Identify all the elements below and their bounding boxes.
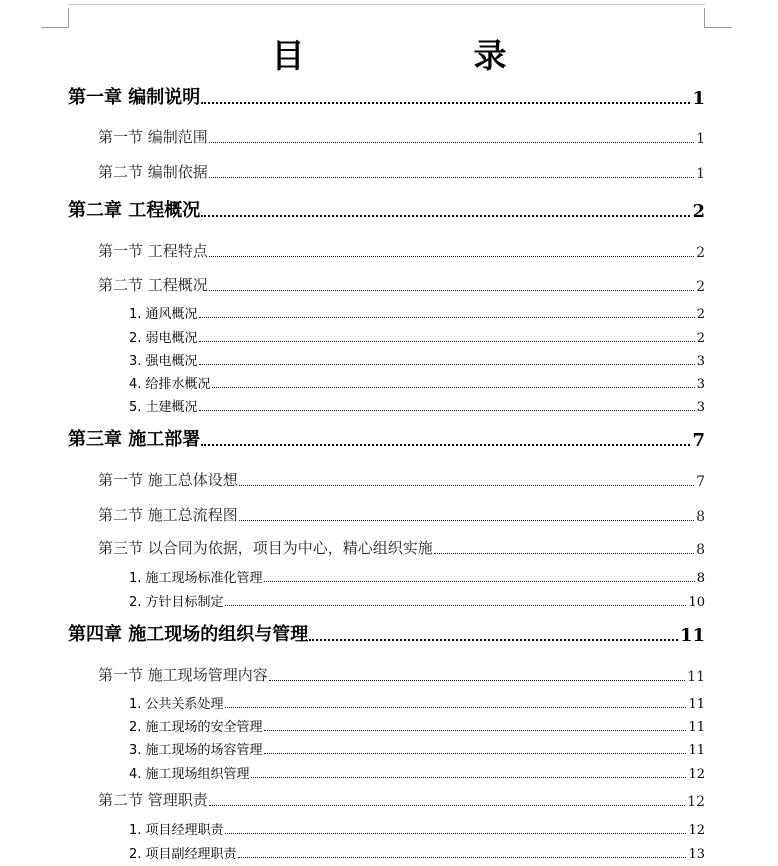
toc-chapter-page-number: 11 (679, 625, 705, 646)
toc-section-label: 第二节 施工总流程图 (98, 506, 238, 524)
dot-leader (269, 679, 685, 681)
toc-item-label: 2. 方针目标制定 (129, 595, 224, 610)
dot-leader (199, 340, 695, 342)
toc-section-page-number: 7 (696, 474, 705, 490)
toc-item-page-number: 2 (696, 331, 705, 346)
toc-item[interactable] (68, 845, 705, 862)
toc-section-page-number: 2 (696, 245, 705, 261)
dot-leader (209, 141, 694, 143)
toc-section-page-number: 1 (696, 131, 705, 147)
toc-item[interactable] (68, 569, 705, 586)
dot-leader (212, 386, 695, 388)
dot-leader (199, 409, 695, 411)
toc-section-label: 第二节 管理职责 (98, 791, 208, 809)
toc-chapter-page-number: 7 (692, 430, 705, 451)
toc-chapter-label: 第二章 工程概况 (68, 200, 201, 221)
toc-section[interactable] (68, 666, 705, 685)
toc-item-label: 4. 给排水概况 (129, 377, 211, 392)
toc-chapter[interactable] (68, 87, 705, 109)
toc-item-page-number: 10 (688, 595, 705, 610)
toc-item-page-number: 8 (696, 571, 705, 586)
dot-leader (209, 289, 694, 291)
toc-section[interactable] (68, 791, 705, 810)
crop-mark-top-left-horizontal (41, 27, 69, 28)
toc-section-page-number: 1 (696, 166, 705, 182)
toc-item-page-number: 13 (688, 847, 705, 862)
dot-leader (309, 638, 678, 641)
toc-chapter[interactable] (68, 200, 705, 222)
dot-leader (201, 443, 690, 446)
dot-leader (225, 604, 687, 606)
toc-item-page-number: 11 (688, 720, 705, 735)
toc-section-label: 第二节 编制依据 (98, 163, 208, 181)
toc-section-page-number: 2 (696, 279, 705, 295)
toc-item-label: 2. 项目副经理职责 (129, 847, 237, 862)
dot-leader (264, 729, 687, 731)
toc-chapter-page-number: 2 (692, 201, 705, 222)
page-top-edge (68, 4, 705, 5)
dot-leader (209, 176, 694, 178)
toc-item-page-number: 3 (696, 400, 705, 415)
dot-leader (239, 484, 694, 486)
toc-item-page-number: 12 (688, 767, 705, 782)
toc-section-page-number: 8 (696, 542, 705, 558)
toc-item[interactable] (68, 352, 705, 369)
toc-item[interactable] (68, 593, 705, 610)
crop-mark-top-left (68, 8, 69, 28)
toc-item-label: 1. 公共关系处理 (129, 697, 224, 712)
toc-section[interactable] (68, 276, 705, 295)
toc-section-label: 第三节 以合同为依据，项目为中心，精心组织实施 (98, 539, 433, 557)
toc-chapter-label: 第一章 编制说明 (68, 87, 201, 108)
dot-leader (225, 706, 687, 708)
toc-section[interactable] (68, 163, 705, 182)
dot-leader (201, 214, 690, 217)
toc-item-label: 1. 项目经理职责 (129, 823, 224, 838)
toc-item-page-number: 3 (696, 354, 705, 369)
toc-item-label: 3. 施工现场的场容管理 (129, 743, 263, 758)
toc-item-label: 5. 土建概况 (129, 400, 198, 415)
dot-leader (209, 804, 685, 806)
toc-item[interactable] (68, 718, 705, 735)
crop-mark-top-right (704, 8, 705, 28)
toc-item[interactable] (68, 329, 705, 346)
dot-leader (251, 776, 687, 778)
dot-leader (201, 101, 690, 104)
toc-item[interactable] (68, 398, 705, 415)
toc-item[interactable] (68, 821, 705, 838)
toc-chapter[interactable] (68, 429, 705, 451)
toc-section[interactable] (68, 242, 705, 261)
toc-item[interactable] (68, 695, 705, 712)
toc-item-label: 2. 弱电概况 (129, 331, 198, 346)
toc-section-page-number: 11 (687, 669, 705, 685)
toc-section[interactable] (68, 128, 705, 147)
toc-item[interactable] (68, 741, 705, 758)
dot-leader (199, 363, 695, 365)
crop-mark-top-right-horizontal (704, 27, 732, 28)
toc-item-page-number: 3 (696, 377, 705, 392)
dot-leader (264, 580, 695, 582)
toc-chapter-page-number: 1 (692, 88, 705, 109)
toc-item[interactable] (68, 305, 705, 322)
dot-leader (264, 752, 687, 754)
dot-leader (239, 519, 694, 521)
dot-leader (434, 552, 694, 554)
toc-section-label: 第一节 施工总体设想 (98, 471, 238, 489)
toc-item-label: 3. 强电概况 (129, 354, 198, 369)
toc-chapter-label: 第四章 施工现场的组织与管理 (68, 624, 309, 645)
dot-leader (238, 856, 687, 858)
toc-item-page-number: 11 (688, 743, 705, 758)
toc-title: 目 录 (271, 36, 575, 75)
toc-section-page-number: 8 (696, 509, 705, 525)
toc-item-page-number: 12 (688, 823, 705, 838)
dot-leader (199, 316, 695, 318)
toc-section-label: 第一节 编制范围 (98, 128, 208, 146)
toc-item-label: 4. 施工现场组织管理 (129, 767, 250, 782)
toc-item[interactable] (68, 375, 705, 392)
toc-item-page-number: 11 (688, 697, 705, 712)
toc-chapter-label: 第三章 施工部署 (68, 429, 201, 450)
toc-item[interactable] (68, 765, 705, 782)
toc-section-label: 第一节 工程特点 (98, 242, 208, 260)
toc-section-label: 第二节 工程概况 (98, 276, 208, 294)
toc-item-page-number: 2 (696, 307, 705, 322)
toc-item-label: 1. 通风概况 (129, 307, 198, 322)
dot-leader (225, 832, 687, 834)
toc-section[interactable] (68, 506, 705, 525)
toc-chapter[interactable] (68, 624, 705, 646)
toc-section-label: 第一节 施工现场管理内容 (98, 666, 268, 684)
toc-item-label: 1. 施工现场标准化管理 (129, 571, 263, 586)
toc-section[interactable] (68, 471, 705, 490)
toc-section[interactable] (68, 539, 705, 558)
dot-leader (209, 255, 694, 257)
toc-item-label: 2. 施工现场的安全管理 (129, 720, 263, 735)
toc-section-page-number: 12 (687, 794, 705, 810)
